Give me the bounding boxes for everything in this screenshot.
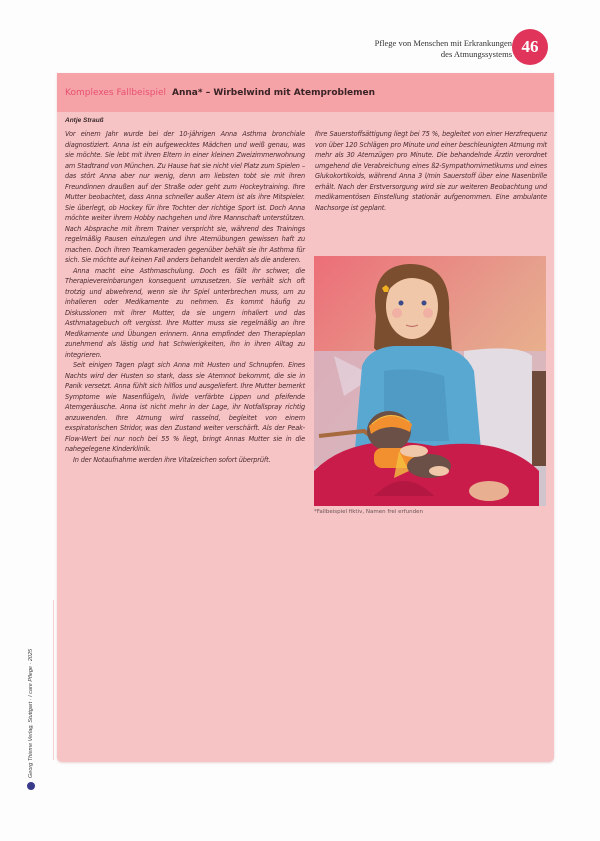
publisher-logo-icon [27, 782, 35, 790]
illustration-caption: *Fallbeispiel fiktiv, Namen frei erfunden [314, 509, 423, 515]
paragraph: In der Notaufnahme werden ihre Vitalzeichen sofort überprüft. [73, 455, 271, 464]
paragraph: Vor einem Jahr wurde bei der 10-jährigen Anna Asthma bronchiale diagnostiziert. Anna ist ein aufgewecktes Mädchen und weiß genau, was sie möchte. Sie lebt mit ihren Eltern in einer kleinen Zweizimmerwohnung am Stadtrand von München. Zu Hause hat sie nicht viel Platz zum Spielen – das stört Anna aber nur wenig, denn am liebsten tobt sie mit ihren Freundinnen draußen auf der Straße oder geht zum Hockeytraining. Ihre Mutter beobachtet, dass Anna schneller außer Atem ist als ihre Mitspieler. Sie überlegt, ob Hockey für ihre Tochter der richtige Sport ist. Doch Anna möchte weiter ihrem Hobby nachgehen und ihre Mannschaft unterstützen. Nach Absprache mit ihrem Trainer verspricht sie, während des Trainings regelmäßig Pausen einzulegen und ihre Atemübungen gewissen haft zu machen. Doch ihren Teamkameraden gegenüber behält sie ihr Asthma für sich. Sie möchte auf keinen Fall anders behandelt werden als die anderen. [65, 130, 305, 264]
paragraph: Anna macht eine Asthmaschulung. Doch es fällt ihr schwer, die Therapievereinbarungen konsequent umzusetzen. Sie verhält sich oft trotzig und abwehrend, wenn sie ihr Spiel unterbrechen muss, um zu inhalieren oder Medikamente zu nehmen. Es kommt häufig zu Diskussionen mit ihrer Mutter, da sie ungern inhaliert und das Asthmatagebuch oft vergisst. Ihre Mutter muss sie regelmäßig an ihre Medikamente und Übungen erinnern. Anna empfindet den Therapieplan zunehmend als lästig und hat Schwierigkeiten, ihn in ihren Alltag zu integrieren. [65, 266, 305, 359]
case-study-box [57, 73, 554, 762]
right-column [315, 129, 547, 213]
copyright-text: Georg Thieme Verlag, Stuttgart · I care Pflege · 2025 [28, 648, 34, 778]
running-head-line-1: Pflege von Menschen mit Erkrankungen [374, 38, 512, 48]
running-head-line-2: des Atmungssystems [440, 49, 512, 59]
girl-with-teddy-illustration [314, 256, 546, 506]
side-copyright-note [27, 649, 35, 790]
case-study-title: Anna* – Wirbelwind mit Atemproblemen [172, 87, 376, 98]
left-column [65, 129, 305, 465]
case-study-header [57, 73, 554, 112]
running-head [375, 38, 512, 60]
paragraph: Seit einigen Tagen plagt sich Anna mit Husten und Schnupfen. Eines Nachts wird der Husten so stark, dass sie Atemnot bekommt, die sie in Panik versetzt. Anna fühlt sich hilflos und ausgeliefert. Ihre Mutter bemerkt Symptome wie Nasenflügeln, livide verfärbte Lippen und pfeifende Atemgeräusche. Anna ist nicht mehr in der Lage, ihr Notfallspray richtig anzuwenden. Ihre Atmung wird rasselnd, begleitet von einem exspiratorischen Stridor, was den Zustand weiter verschärft. Als der Peak-Flow-Wert bei nur noch bei 55 % liegt, bringt Annas Mutter sie in die nahegelegene Kinderklinik. [65, 361, 305, 453]
case-study-kind: Komplexes Fallbeispiel [65, 87, 167, 98]
author: Antje Strauß [65, 117, 104, 124]
paragraph: Ihre Sauerstoffsättigung liegt bei 75 %, begleitet von einer Herzfrequenz von über 120 Schlägen pro Minute und einer beschleunigten Atmung mit mehr als 30 Atemzügen pro Minute. Die behandelnde Ärztin verordnet umgehend die Verabreichung eines ß2-Sympathomimetikums und eines Glukokortikoids, während Anna 3 l/min Sauerstoff über eine Nasenbrille erhält. Nach der Erstversorgung wird sie zur weiteren Beobachtung und medikamentösen Einstellung stationär aufgenommen. Eine ambulante Nachsorge ist geplant. [315, 130, 547, 212]
side-line [53, 600, 54, 760]
page-number-badge: 46 [512, 29, 548, 65]
